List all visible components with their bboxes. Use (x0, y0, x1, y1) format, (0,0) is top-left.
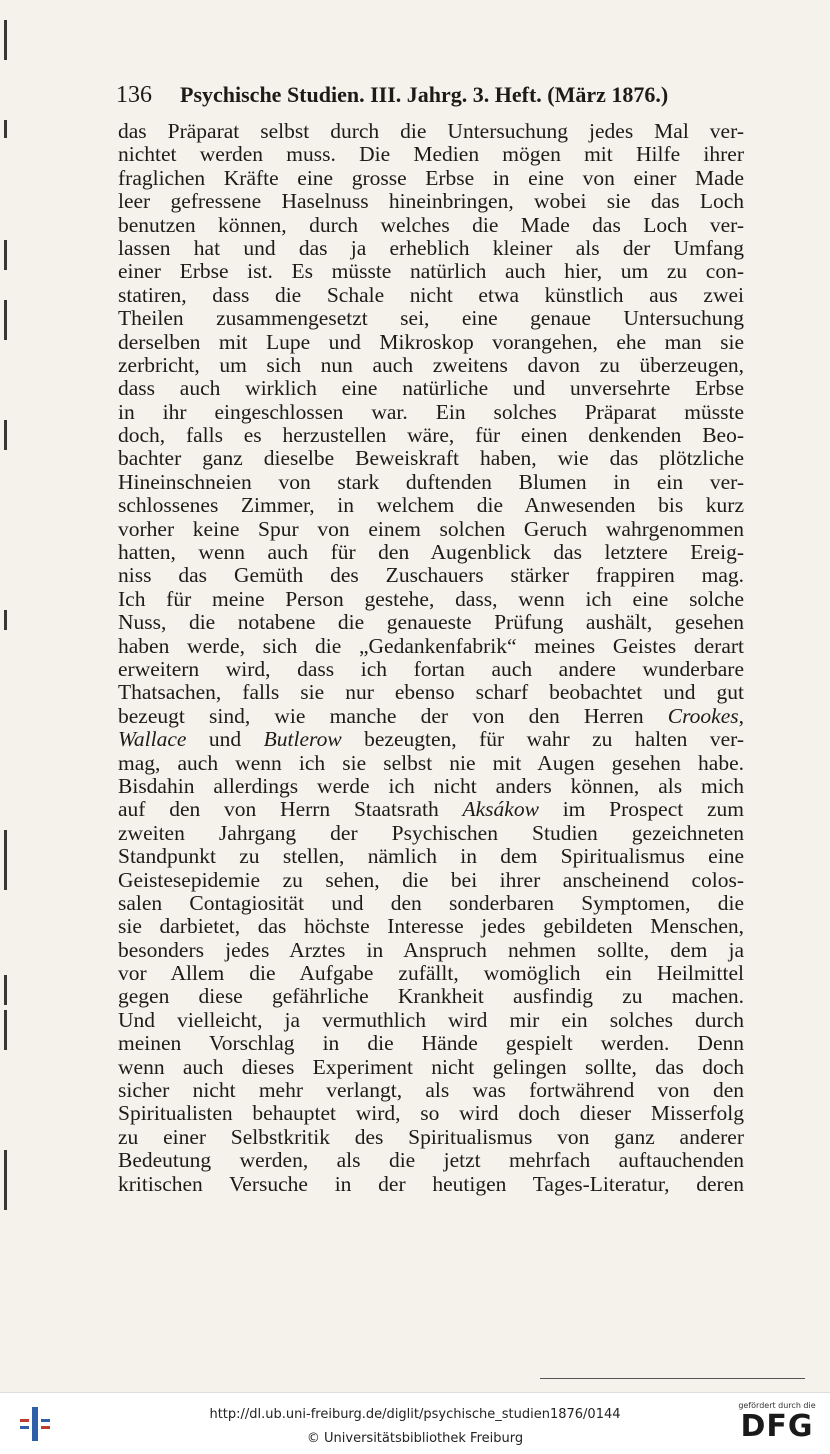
binding-mark (4, 1010, 7, 1050)
text-line: hatten, wenn auch für den Augenblick das letztere Ereig- (118, 541, 744, 565)
text-line: besonders jedes Arztes in Anspruch nehmen sollte, dem ja (118, 938, 744, 962)
text-line: sie darbietet, das höchste Interesse jedes gebildeten Menschen, (118, 915, 744, 939)
text-line: haben werde, sich die „Gedankenfabrik“ meines Geistes derart (118, 634, 744, 658)
text-line: meinen Vorschlag in die Hände gespielt werden. Denn (118, 1032, 744, 1056)
text-line: sicher nicht mehr verlangt, als was fortwährend von den (118, 1079, 744, 1103)
text-line: statiren, dass die Schale nicht etwa künstlich aus zwei (118, 283, 744, 307)
text-line: benutzen können, durch welches die Made das Loch ver- (118, 213, 744, 237)
text-line: kritischen Versuche in der heutigen Tages-Literatur, deren (118, 1172, 744, 1196)
text-line: Nuss, die notabene die genaueste Prüfung aushält, gesehen (118, 611, 744, 635)
text-line: vorher keine Spur von einem solchen Geruch wahrgenommen (118, 517, 744, 541)
text-line: nichtet werden muss. Die Medien mögen mit Hilfe ihrer (118, 143, 744, 167)
text-line: bezeugt sind, wie manche der von den Herren Crookes, (118, 704, 744, 728)
text-line: mag, auch wenn ich sie selbst nie mit Augen gesehen habe. (118, 751, 744, 775)
binding-mark (4, 610, 7, 630)
text-line: lassen hat und das ja erheblich kleiner als der Umfang (118, 236, 744, 260)
text-line: zerbricht, um sich nun auch zweitens davon zu überzeugen, (118, 353, 744, 377)
body-text (118, 120, 744, 1196)
binding-mark (4, 300, 7, 340)
binding-mark (4, 830, 7, 890)
text-line: Bedeutung werden, als die jetzt mehrfach auftauchenden (118, 1149, 744, 1173)
dfg-caption: gefördert durch die (738, 1401, 816, 1410)
permalink-url[interactable]: http://dl.ub.uni-freiburg.de/diglit/psychische_studien1876/0144 (209, 1407, 621, 1422)
text-line: Und vielleicht, ja vermuthlich wird mir ein solches durch (118, 1008, 744, 1032)
binding-mark (4, 420, 7, 450)
text-line: in ihr eingeschlossen war. Ein solches Präparat müsste (118, 400, 744, 424)
text-line: bachter ganz dieselbe Beweiskraft haben, wie das plötzliche (118, 447, 744, 471)
text-line: zu einer Selbstkritik des Spiritualismus von ganz anderer (118, 1125, 744, 1149)
text-line: Theilen zusammengesetzt sei, eine genaue Untersuchung (118, 307, 744, 331)
text-line: schlossenes Zimmer, in welchem die Anwesenden bis kurz (118, 494, 744, 518)
text-line: vor Allem die Aufgabe zufällt, womöglich ein Heilmittel (118, 962, 744, 986)
text-line: einer Erbse ist. Es müsste natürlich auch hier, um zu con- (118, 260, 744, 284)
text-line: fraglichen Kräfte eine grosse Erbse in eine von einer Made (118, 166, 744, 190)
text-line: erweitern wird, dass ich fortan auch andere wunderbare (118, 657, 744, 681)
text-line: leer gefressene Haselnuss hineinbringen, wobei sie das Loch (118, 190, 744, 214)
text-line: das Präparat selbst durch die Untersuchung jedes Mal ver- (118, 120, 744, 143)
binding-mark (4, 120, 7, 138)
binding-mark (4, 975, 7, 1005)
text-line: Bisdahin allerdings werde ich nicht anders können, als mich (118, 774, 744, 798)
viewer-footer (0, 1392, 830, 1454)
text-line: Geistesepidemie zu sehen, die bei ihrer anscheinend colos- (118, 868, 744, 892)
text-line: niss das Gemüth des Zuschauers stärker frappiren mag. (118, 564, 744, 588)
text-line: Ich für meine Person gestehe, dass, wenn ich eine solche (118, 587, 744, 611)
bottom-rule (540, 1378, 805, 1379)
dfg-logo-icon: DFG (740, 1409, 814, 1444)
text-line: Spiritualisten behauptet wird, so wird doch dieser Misserfolg (118, 1102, 744, 1126)
text-line: Wallace und Butlerow bezeugten, für wahr zu halten ver- (118, 728, 744, 752)
text-line: auf den von Herrn Staatsrath Aksákow im Prospect zum (118, 798, 744, 822)
text-line: derselben mit Lupe und Mikroskop vorangehen, ehe man sie (118, 330, 744, 354)
text-line: wenn auch dieses Experiment nicht gelingen sollte, das doch (118, 1055, 744, 1079)
text-line: Hineinschneien von stark duftenden Blumen in ein ver- (118, 470, 744, 494)
running-head-title: Psychische Studien. III. Jahrg. 3. Heft. (März 1876.) (180, 82, 669, 107)
text-line: zweiten Jahrgang der Psychischen Studien gezeichneten (118, 821, 744, 845)
text-line: Thatsachen, falls sie nur ebenso scharf beobachtet und gut (118, 681, 744, 705)
text-line: salen Contagiosität und den sonderbaren Symptomen, die (118, 891, 744, 915)
page-number: 136 (116, 82, 152, 108)
binding-mark (4, 1150, 7, 1210)
running-head (116, 82, 746, 109)
text-line: gegen diese gefährliche Krankheit ausfindig zu machen. (118, 985, 744, 1009)
binding-mark (4, 20, 7, 60)
text-line: Standpunkt zu stellen, nämlich in dem Spiritualismus eine (118, 845, 744, 869)
binding-mark (4, 240, 7, 270)
binding-edge (0, 0, 22, 1392)
text-line: doch, falls es herzustellen wäre, für einen denkenden Beo- (118, 424, 744, 448)
dfg-funding-badge[interactable] (730, 1401, 824, 1449)
copyright-notice: © Universitätsbibliothek Freiburg (306, 1431, 524, 1446)
text-line: dass auch wirklich eine natürliche und unversehrte Erbse (118, 377, 744, 401)
